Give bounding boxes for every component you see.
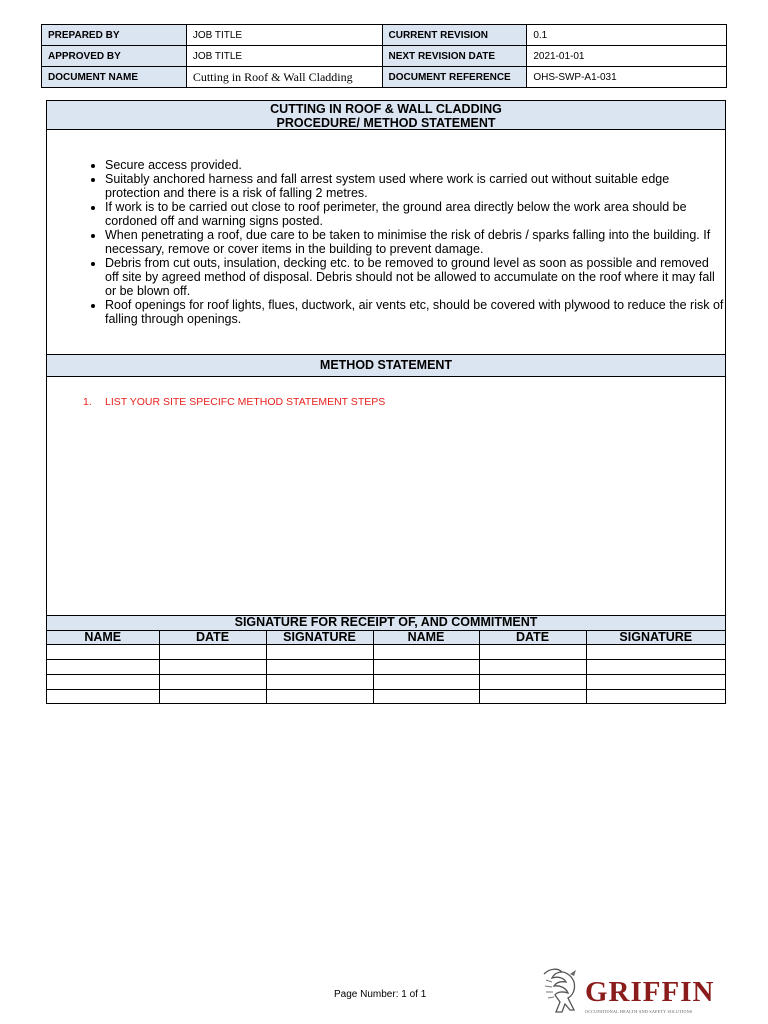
signature-cell[interactable] xyxy=(479,660,586,675)
column-header-signature: SIGNATURE xyxy=(266,631,373,645)
list-item: • Debris from cut outs, insulation, decking etc. to be removed to ground level as soon as possible and removed off site by agreed method of disposal. Debris should not be allowed to accumulate on the roof where it may fall or be blown off. xyxy=(105,256,725,298)
column-header-date: DATE xyxy=(159,631,266,645)
column-header-name: NAME xyxy=(47,631,159,645)
next-revision-date-value: 2021-01-01 xyxy=(527,46,727,67)
current-revision-label: CURRENT REVISION xyxy=(382,25,527,46)
signature-cell[interactable] xyxy=(159,675,266,690)
griffin-emblem-icon xyxy=(540,966,582,1016)
header-row xyxy=(42,25,727,46)
document-reference-label: DOCUMENT REFERENCE xyxy=(382,67,527,88)
column-header-date: DATE xyxy=(479,631,586,645)
signature-cell[interactable] xyxy=(47,675,159,690)
table-row xyxy=(47,675,725,690)
page-number: Page Number: 1 of 1 xyxy=(334,989,427,1000)
step-text: LIST YOUR SITE SPECIFC METHOD STATEMENT STEPS xyxy=(105,396,386,408)
signature-cell[interactable] xyxy=(47,690,159,705)
signature-cell[interactable] xyxy=(586,660,725,675)
signature-heading: SIGNATURE FOR RECEIPT OF, AND COMMITMENT xyxy=(47,616,725,630)
method-statement-heading: METHOD STATEMENT xyxy=(47,355,725,377)
signature-cell[interactable] xyxy=(373,690,479,705)
procedure-section xyxy=(47,130,725,355)
logo-wordmark: GRIFFIN xyxy=(585,976,715,1008)
signature-cell[interactable] xyxy=(159,660,266,675)
signature-cell[interactable] xyxy=(479,690,586,705)
list-item: • If work is to be carried out close to roof perimeter, the ground area directly below the work area should be cordoned off and warning signs posted. xyxy=(105,200,725,228)
approved-by-value: JOB TITLE xyxy=(186,46,382,67)
signature-cell[interactable] xyxy=(373,675,479,690)
signature-cell[interactable] xyxy=(373,645,479,660)
list-item: • When penetrating a roof, due care to be taken to minimise the risk of debris / sparks falling into the building. If necessary, remove or cover items in the building to prevent damage. xyxy=(105,228,725,256)
signature-cell[interactable] xyxy=(373,660,479,675)
document-reference-value: OHS-SWP-A1-031 xyxy=(527,67,727,88)
signature-cell[interactable] xyxy=(159,690,266,705)
signature-cell[interactable] xyxy=(266,660,373,675)
column-header-name: NAME xyxy=(373,631,479,645)
signature-cell[interactable] xyxy=(479,675,586,690)
prepared-by-value: JOB TITLE xyxy=(186,25,382,46)
signature-cell[interactable] xyxy=(266,645,373,660)
table-row xyxy=(47,690,725,705)
column-header-signature: SIGNATURE xyxy=(586,631,725,645)
signature-cell[interactable] xyxy=(266,690,373,705)
approved-by-label: APPROVED BY xyxy=(42,46,187,67)
list-item: • Secure access provided. xyxy=(105,158,725,172)
header-row xyxy=(42,46,727,67)
griffin-logo xyxy=(540,966,726,1016)
document-name-value: Cutting in Roof & Wall Cladding xyxy=(186,67,382,88)
signature-cell[interactable] xyxy=(586,645,725,660)
signature-cell[interactable] xyxy=(479,645,586,660)
current-revision-value: 0.1 xyxy=(527,25,727,46)
logo-tagline: OCCUPATIONAL HEALTH AND SAFETY SOLUTIONS xyxy=(585,1009,693,1014)
signature-cell[interactable] xyxy=(266,675,373,690)
method-step xyxy=(47,396,725,408)
procedure-form xyxy=(46,100,726,704)
signature-cell[interactable] xyxy=(586,690,725,705)
document-title xyxy=(47,101,725,130)
signature-table xyxy=(47,630,725,704)
list-item: • Roof openings for roof lights, flues, ductwork, air vents etc, should be covered with plywood to reduce the risk of falling through openings. xyxy=(105,298,725,326)
title-line-1: CUTTING IN ROOF & WALL CLADDING xyxy=(270,102,502,116)
next-revision-date-label: NEXT REVISION DATE xyxy=(382,46,527,67)
procedure-bullet-list xyxy=(47,158,725,326)
signature-cell[interactable] xyxy=(47,645,159,660)
signature-cell[interactable] xyxy=(47,660,159,675)
document-header-table xyxy=(41,24,727,88)
signature-header-row xyxy=(47,631,725,645)
table-row xyxy=(47,660,725,675)
table-row xyxy=(47,645,725,660)
signature-cell[interactable] xyxy=(586,675,725,690)
header-row xyxy=(42,67,727,88)
title-line-2: PROCEDURE/ METHOD STATEMENT xyxy=(276,116,496,130)
list-item: • Suitably anchored harness and fall arrest system used where work is carried out without suitable edge protection and there is a risk of falling 2 metres. xyxy=(105,172,725,200)
prepared-by-label: PREPARED BY xyxy=(42,25,187,46)
method-statement-body[interactable] xyxy=(47,377,725,616)
document-name-label: DOCUMENT NAME xyxy=(42,67,187,88)
signature-cell[interactable] xyxy=(159,645,266,660)
step-number: 1. xyxy=(83,396,92,408)
